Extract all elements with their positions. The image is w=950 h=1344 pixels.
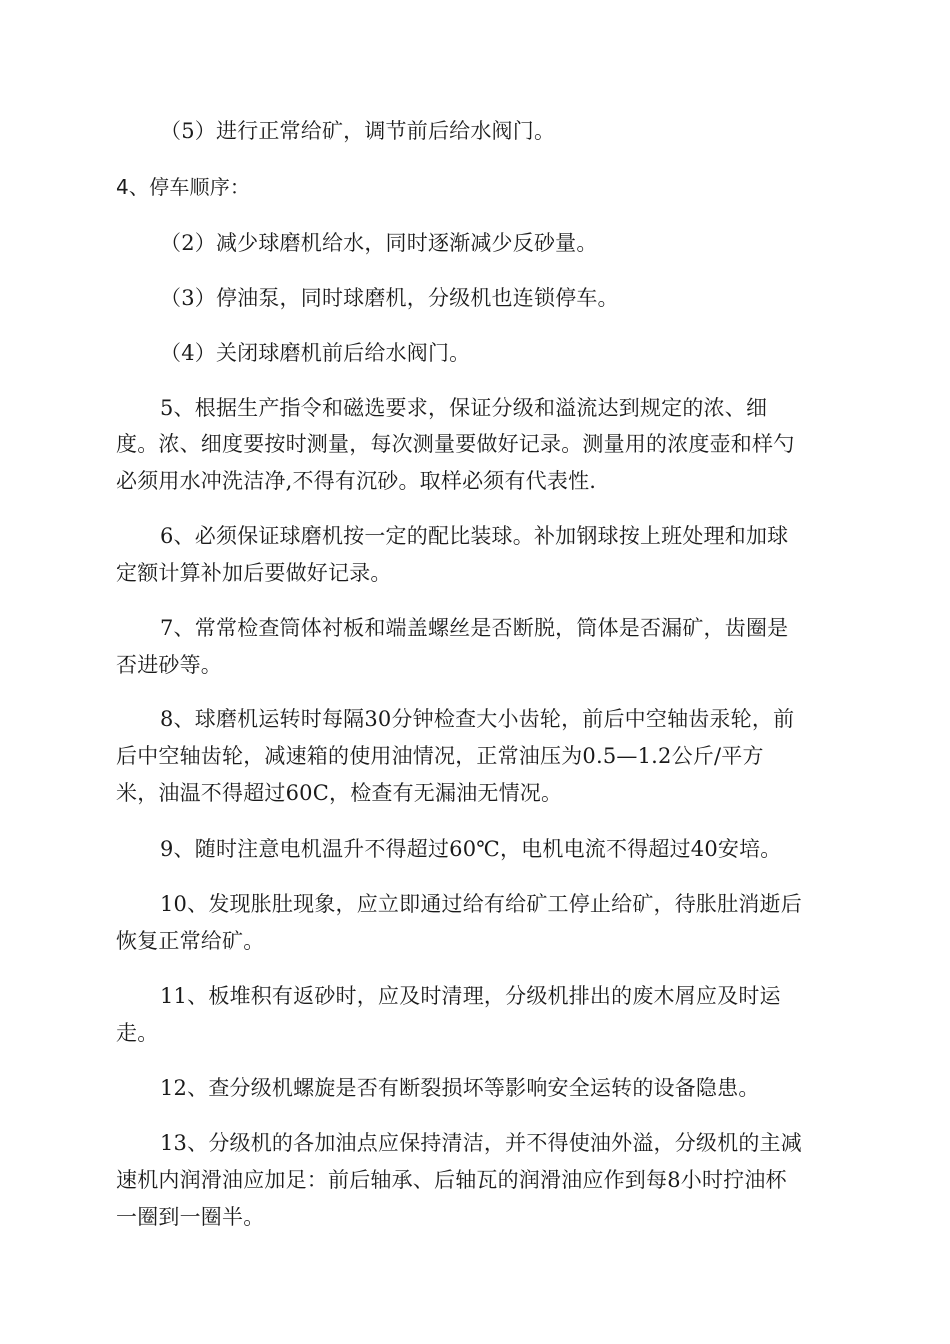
item-7-line-2: 否进砂等。 — [116, 653, 222, 677]
item-10-line-1: 10、发现胀肚现象，应立即通过给有给矿工停止给矿，待胀肚消逝后 — [160, 892, 802, 916]
item-8-line-1: 8、球磨机运转时每隔30分钟检查大小齿轮，前后中空轴齿汞轮，前 — [160, 707, 795, 731]
shutdown-step-2: （2）减少球磨机给水，同时逐渐减少反砂量。 — [160, 231, 598, 255]
item-8-line-2: 后中空轴齿轮，减速箱的使用油情况，正常油压为0.5—1.2公斤/平方 — [116, 744, 764, 768]
section-4-shutdown-heading: 4、停车顺序： — [116, 175, 251, 199]
shutdown-step-3: （3）停油泵，同时球磨机，分级机也连锁停车。 — [160, 286, 619, 310]
item-13-line-3: 一圈到一圈半。 — [116, 1205, 265, 1229]
item-12-line-1: 12、查分级机螺旋是否有断裂损坏等影响安全运转的设备隐患。 — [160, 1076, 760, 1100]
item-13-line-1: 13、分级机的各加油点应保持清洁，并不得使油外溢，分级机的主减 — [160, 1131, 802, 1155]
item-5-line-3: 必须用水冲洗洁净,不得有沉砂。取样必须有代表性. — [116, 469, 597, 493]
item-6-line-1: 6、必须保证球磨机按一定的配比装球。补加钢球按上班处理和加球 — [160, 524, 789, 548]
item-5-line-1: 5、根据生产指令和磁选要求，保证分级和溢流达到规定的浓、细 — [160, 396, 768, 420]
item-7-line-1: 7、常常检查筒体衬板和端盖螺丝是否断脱，筒体是否漏矿，齿圈是 — [160, 616, 789, 640]
item-10-line-2: 恢复正常给矿。 — [116, 929, 265, 953]
item-13-line-2: 速机内润滑油应加足：前后轴承、后轴瓦的润滑油应作到每8小时拧油杯 — [116, 1168, 787, 1192]
item-6-line-2: 定额计算补加后要做好记录。 — [116, 561, 392, 585]
item-5-line-2: 度。浓、细度要按时测量，每次测量要做好记录。测量用的浓度壶和样勺 — [116, 432, 795, 456]
item-11-line-2: 走。 — [116, 1021, 159, 1045]
step-5-normal-feed: （5）进行正常给矿，调节前后给水阀门。 — [160, 119, 556, 143]
item-11-line-1: 11、板堆积有返砂时，应及时清理，分级机排出的废木屑应及时运 — [160, 984, 781, 1008]
item-9-line-1: 9、随时注意电机温升不得超过60℃，电机电流不得超过40安培。 — [160, 837, 782, 861]
item-8-line-3: 米，油温不得超过60C，检查有无漏油无情况。 — [116, 781, 563, 805]
shutdown-step-4: （4）关闭球磨机前后给水阀门。 — [160, 341, 471, 365]
